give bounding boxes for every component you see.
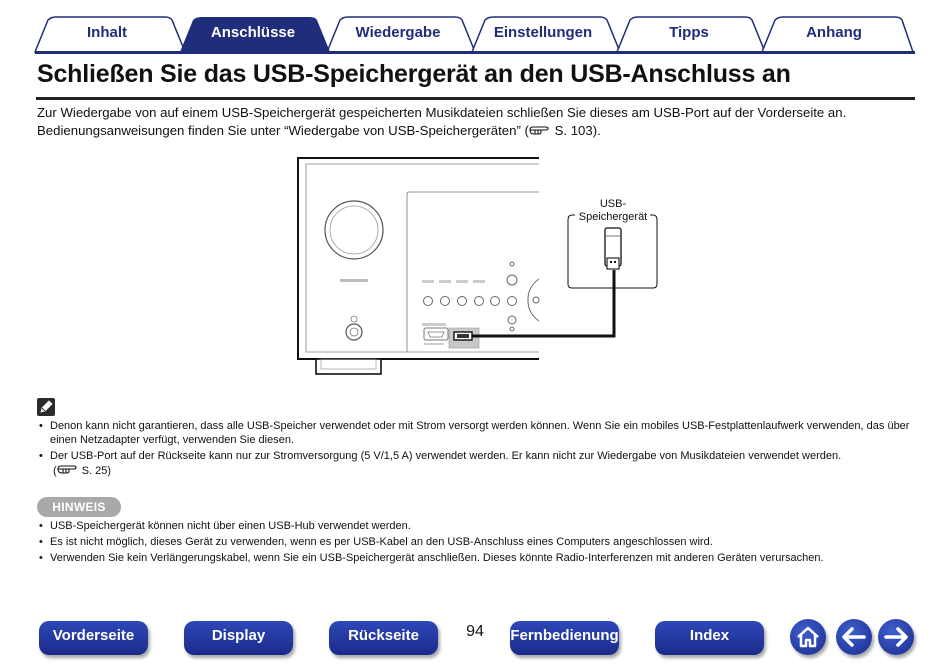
back-arrow-icon [836, 619, 872, 655]
page-ref-link[interactable]: S. 103). [550, 123, 601, 138]
intro-line-2 [37, 122, 917, 140]
volume-knob [325, 201, 383, 259]
tab-tipps[interactable]: Tipps [669, 24, 709, 41]
tab-bar [0, 0, 950, 54]
tab-wiedergabe[interactable]: Wiedergabe [355, 24, 441, 41]
home-icon [790, 619, 826, 655]
hint-badge: HINWEIS [37, 497, 121, 517]
pointing-hand-icon [57, 463, 79, 475]
forward-arrow-icon [878, 619, 914, 655]
index-button[interactable]: Index [655, 621, 764, 655]
hint-item: • Es ist nicht möglich, dieses Gerät zu verwenden, wenn es per USB-Kabel an den USB-Anschluss eines Computers angeschlossen wird. [37, 535, 917, 549]
page-ref-link[interactable]: S. 25) [78, 465, 112, 477]
tab-einstellungen[interactable]: Einstellungen [493, 24, 593, 41]
note-item: • Der USB-Port auf der Rückseite kann nur zur Stromversorgung (5 V/1,5 A) verwendet werden. Er kann nicht zur Wiedergabe von Musikdateien verwendet werden. ( S. 25) [37, 449, 917, 478]
usb-device-label-line-1: USB- [599, 198, 627, 210]
fernbedienung-button[interactable]: Fernbedienung [510, 621, 619, 655]
rueckseite-button[interactable]: Rückseite [329, 621, 438, 655]
pencil-note-icon [37, 398, 55, 416]
page-number: 94 [466, 623, 484, 640]
usb-device-label-line-2: Speichergerät [578, 211, 648, 223]
pointing-hand-icon [529, 124, 551, 136]
hints-list [37, 519, 917, 567]
tab-baseline [35, 51, 915, 54]
receiver-illustration [298, 158, 539, 374]
usb-device-label [578, 198, 648, 224]
forward-button[interactable] [878, 619, 914, 655]
intro-line-1: Zur Wiedergabe von auf einem USB-Speichergerät gespeicherten Musikdateien schließen Sie dieses am USB-Port auf der Vorderseite an. [37, 105, 847, 120]
tab-inhalt[interactable]: Inhalt [87, 24, 127, 41]
connection-diagram [296, 152, 666, 382]
tab-anschluesse[interactable]: Anschlüsse [210, 24, 296, 41]
display-button[interactable]: Display [184, 621, 293, 655]
hint-item: • USB-Speichergerät können nicht über einen USB-Hub verwendet werden. [37, 519, 917, 533]
hint-item: • Verwenden Sie kein Verlängerungskabel, wenn Sie ein USB-Speichergerät anschließen. Dieses könnte Radio-Interferenzen mit anderen Geräten verursachen. [37, 551, 917, 565]
intro-paragraph [37, 104, 917, 140]
note-item: • Denon kann nicht garantieren, dass alle USB-Speicher verwendet oder mit Strom versorgt werden können. Wenn Sie ein mobiles USB-Festplattenlaufwerk verwenden, das über einen Netzadapter verfügt, verwenden Sie diesen. [37, 419, 917, 447]
usb-stick-icon [605, 228, 621, 269]
power-button [346, 324, 362, 340]
notes-list [37, 419, 917, 480]
tab-anhang[interactable]: Anhang [806, 24, 862, 41]
back-button[interactable] [836, 619, 872, 655]
title-divider [36, 97, 915, 100]
page-title: Schließen Sie das USB-Speichergerät an den USB-Anschluss an [37, 60, 791, 88]
usb-cable [472, 270, 614, 336]
vorderseite-button[interactable]: Vorderseite [39, 621, 148, 655]
home-button[interactable] [790, 619, 826, 655]
intro-line-2-text: Bedienungsanweisungen finden Sie unter “Wiedergabe von USB-Speichergeräten” ( [37, 123, 529, 138]
